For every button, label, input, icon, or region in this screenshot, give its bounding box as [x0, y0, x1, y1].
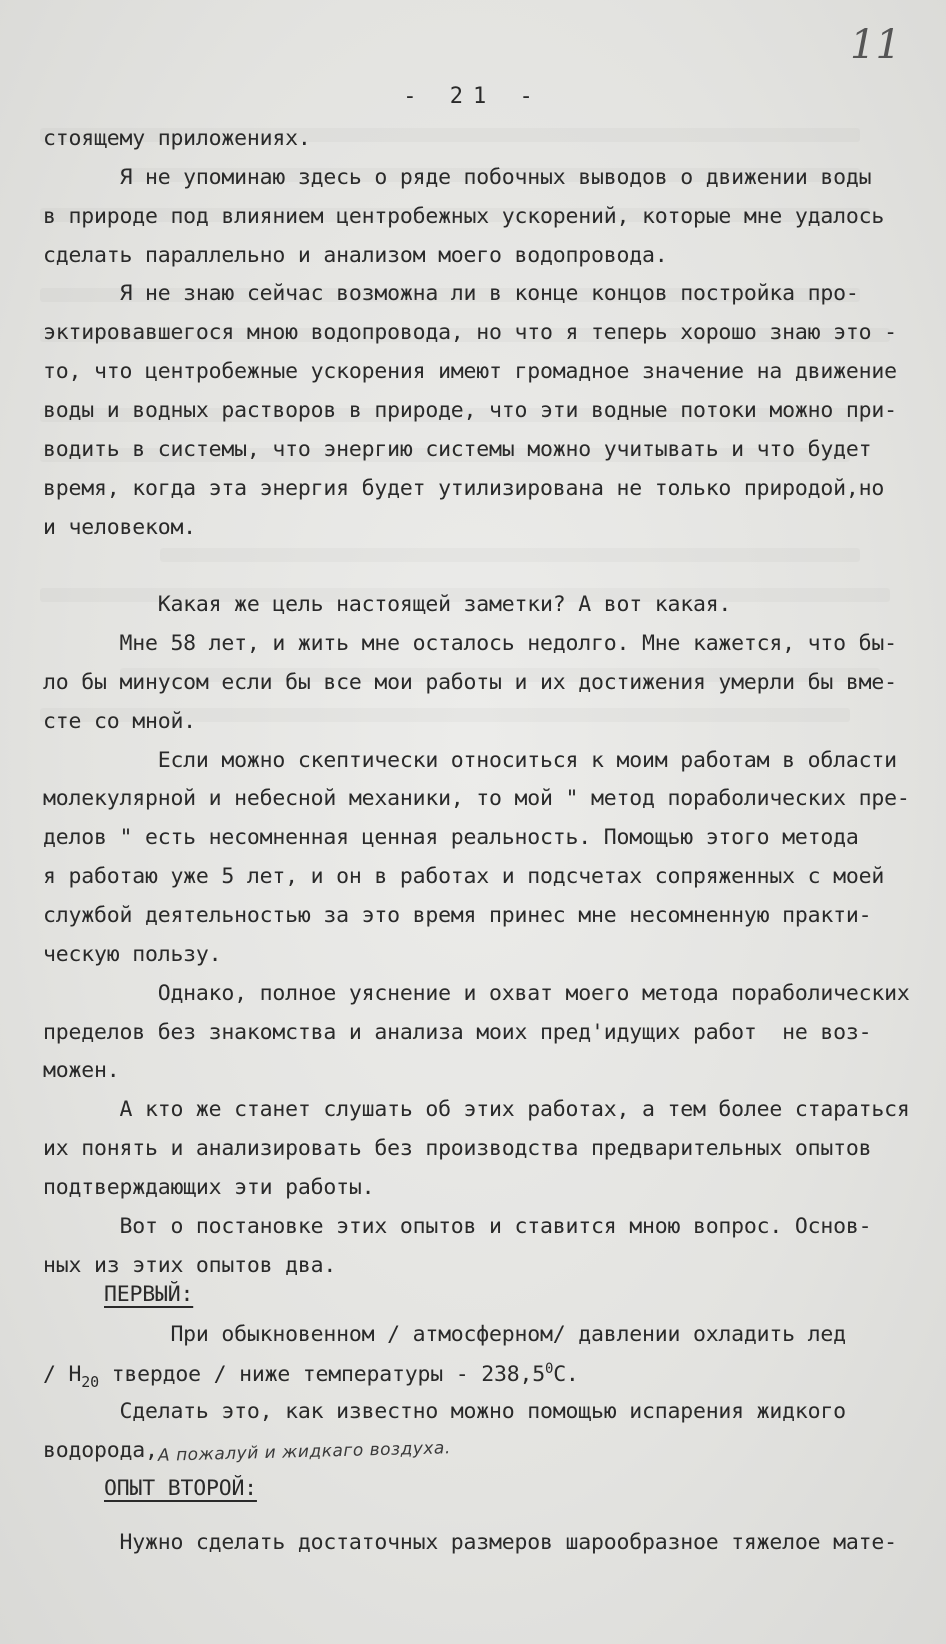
second-experiment-heading: ОПЫТ ВТОРОЙ: [104, 1476, 257, 1501]
text-line: и человеком. [43, 514, 196, 540]
formula-subscript: 20 [81, 1373, 99, 1391]
text-line: можен. [43, 1058, 120, 1084]
text-line: пределов без знакомства и анализа моих пред'идущих работ не воз- [43, 1019, 872, 1045]
formula-text: твердое / ниже температуры - 238,5 [98, 1362, 545, 1387]
first-experiment-heading: ПЕРВЫЙ: [104, 1282, 194, 1307]
text-line: в природе под влиянием центробежных ускорений, которые мне удалось [43, 203, 885, 229]
text-line: подтверждающих эти работы. [43, 1174, 375, 1200]
text-line: Я не знаю сейчас возможна ли в конце концов постройка про- [43, 281, 859, 307]
last-body-line: Нужно сделать достаточных размеров шарообразное тяжелое мате- [43, 1530, 897, 1555]
text-line: Если можно скептически относиться к моим работам в области [43, 747, 897, 773]
text-line: я работаю уже 5 лет, и он в работах и подсчетах сопряженных с моей [43, 864, 885, 890]
text-line: Какая же цель настоящей заметки? А вот какая. [43, 592, 732, 618]
text-line: сте со мной. [43, 708, 196, 734]
text-line: службой деятельностью за это время принес мне несомненную практи- [43, 903, 872, 928]
experiment-one-line-1: При обыкновенном / атмосферном/ давлении охладить лед [43, 1322, 846, 1347]
text-line: А кто же станет слушать об этих работах, а тем более стараться [43, 1097, 910, 1123]
text-line: их понять и анализировать без производства предварительных опытов [43, 1136, 872, 1162]
text-line: стоящему приложениях. [43, 126, 311, 151]
text-line: ло бы минусом если бы все мои работы и их достижения умерли бы вме- [43, 669, 897, 695]
degree-superscript: 0 [544, 1361, 554, 1377]
sheet-number: 11 [850, 22, 901, 68]
experiment-one-line-4 [43, 1438, 451, 1466]
text-line: Вот о постановке этих опытов и ставится мною вопрос. Основ- [43, 1213, 872, 1239]
text-line: Я не упоминаю здесь о ряде побочных выводов о движении воды [43, 164, 872, 190]
page-number: - 21 - [403, 84, 543, 109]
text-line: Однако, полное уяснение и охват моего метода пораболических [43, 980, 910, 1006]
text-line: воды и водных растворов в природе, что эти водные потоки можно при- [43, 397, 897, 423]
text-line: ческую пользу. [43, 941, 222, 967]
experiment-one-line-3: Сделать это, как известно можно помощью испарения жидкого [43, 1399, 846, 1424]
text-line: эктировавшегося мною водопровода, но что я теперь хорошо знаю это - [43, 320, 897, 346]
handwritten-note: А пожалуй и жидкаго воздуха. [157, 1438, 451, 1466]
typed-text: водорода, [43, 1438, 158, 1463]
text-line: время, когда эта энергия будет утилизирована не только природой,но [43, 475, 885, 501]
formula-prefix: / H [43, 1362, 82, 1387]
experiment-one-line-2 [43, 1362, 579, 1390]
text-line: ных из этих опытов два. [43, 1252, 337, 1278]
text-line: сделать параллельно и анализом моего водопровода. [43, 242, 668, 268]
text-line: делов " есть несомненная ценная реальность. Помощью этого метода [43, 825, 859, 851]
formula-unit: С. [553, 1362, 579, 1387]
text-line: то, что центробежные ускорения имеют громадное значение на движение [43, 359, 897, 385]
text-line: Мне 58 лет, и жить мне осталось недолго. Мне кажется, что бы- [43, 631, 897, 657]
text-line: молекулярной и небесной механики, то мой " метод пораболических пре- [43, 786, 910, 812]
text-line: водить в системы, что энергию системы можно учитывать и что будет [43, 436, 872, 462]
